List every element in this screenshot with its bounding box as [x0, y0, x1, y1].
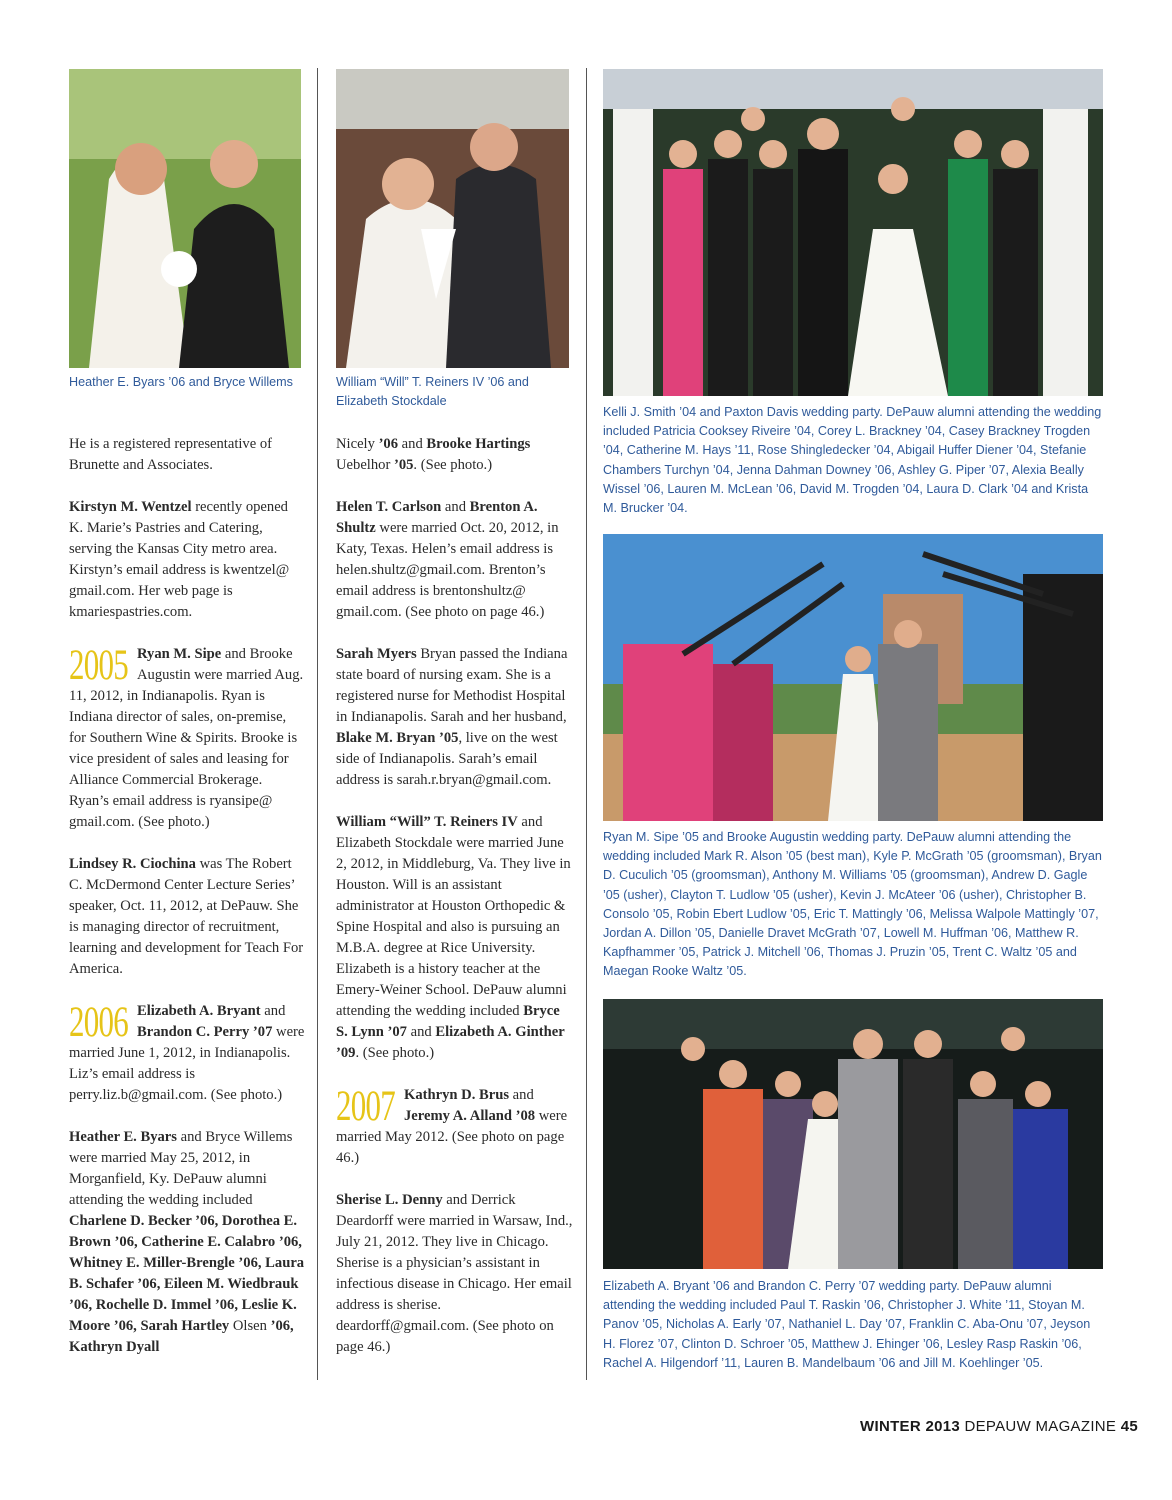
- paragraph-brunette: He is a registered representative of Brunette and Associates.: [69, 436, 273, 473]
- footer-magazine: DEPAUW MAGAZINE: [964, 1418, 1117, 1435]
- paragraph-brus: 2007 Kathryn D. Brus and Jeremy A. Alland ’08 were married May 2012. (See photo on page 46.): [336, 1083, 568, 1166]
- caption-byars: Heather E. Byars ’06 and Bryce Willems: [69, 375, 293, 389]
- photo-reiners-wedding: [336, 69, 569, 368]
- page-number: 45: [1120, 1418, 1138, 1435]
- paragraph-sipe: 2005 Ryan M. Sipe and Brooke Augustin were married Aug. 11, 2012, in Indianapolis. Ryan is Indiana director of sales, on-premise, for Southern Wine & Spirits. Brooke is vice president of sales and leasing for Alliance Commercial Brokerage. Ryan’s email address is ryansipe@ gmail.com. (See photo.): [69, 642, 304, 830]
- paragraph-bryant: 2006 Elizabeth A. Bryant and Brandon C. Perry ’07 were married June 1, 2012, in Indianapolis. Liz’s email address is perry.liz.b@gmail.com. (See photo.): [69, 999, 305, 1103]
- paragraph-carlson: Helen T. Carlson and Brenton A. Shultz were married Oct. 20, 2012, in Katy, Texas. Helen’s email address is helen.shultz@gmail.com. Brenton’s email address is brentonshultz@ gmail.com. (See photo on page 46.): [336, 499, 559, 620]
- year-heading-2006: 2006: [69, 999, 129, 1046]
- paragraph-byars: Heather E. Byars and Bryce Willems were married May 25, 2012, in Morganfield, Ky. DePauw alumni attending the wedding included Charlene D. Becker ’06, Dorothea E. Brown ’06, Catherine E. Calabro ’06, Whitney E. Miller-Brengle ’06, Laura B. Schafer ’06, Eileen M. Wiedbrauk ’06, Rochelle D. Immel ’06, Leslie K. Moore ’06, Sarah Hartley Olsen ’06, Kathryn Dyall: [69, 1129, 305, 1355]
- paragraph-nicely: Nicely ’06 and Brooke Hartings Uebelhor ’05. (See photo.): [336, 436, 531, 473]
- caption-sipe: Ryan M. Sipe ’05 and Brooke Augustin wedding party. DePauw alumni attending the wedding included Mark R. Alson ’05 (best man), Kyle P. McGrath ’05 (groomsman), Bryan D. Cuculich ’05 (groomsman), Anthony M. Williams ’05 (groomsman), Andrew D. Gagle ’05 (usher), Clayton T. Ludlow ’05 (usher), Kevin J. McAteer ’06 (usher), Christopher B. Consolo ’05, Robin Ebert Ludlow ’05, Eric T. Mattingly ’06, Melissa Walpole Mattingly ’07, Jordan A. Dillon ’05, Danielle Dravet McGrath ’07, Lowell M. Huffman ’06, Matthew R. Kapfhammer ’05, Patrick J. Mitchell ’06, Thomas J. Pruzin ’05, Trent C. Waltz ’05 and Maegan Rooke Waltz ’05.: [603, 830, 1102, 979]
- paragraph-denny: Sherise L. Denny and Derrick Deardorff were married in Warsaw, Ind., July 21, 2012. They live in Chicago. Sherise is a physician’s assistant in infectious disease in Chicago. Her email address is sherise. deardorff@gmail.com. (See photo on page 46.): [336, 1192, 573, 1355]
- caption-bryant: Elizabeth A. Bryant ’06 and Brandon C. Perry ’07 wedding party. DePauw alumni attending the wedding included Paul T. Raskin ’06, Christopher J. White ’11, Stoyan M. Panov ’05, Nicholas A. Early ’07, Nathaniel L. Day ’07, Franklin C. Aba-Onu ’07, Jeyson H. Florez ’07, Clinton D. Schroer ’05, Matthew J. Ehinger ’06, Lesley Rasp Raskin ’06, Rachel A. Hilgendorf ’11, Lauren B. Mandelbaum ’06 and Jill M. Koehlinger ’05.: [603, 1279, 1091, 1370]
- photo-sipe-wedding-party: [603, 534, 1103, 821]
- photo-byars-wedding: [69, 69, 301, 368]
- paragraph-ciochina: Lindsey R. Ciochina was The Robert C. McDermond Center Lecture Series’ speaker, Oct. 11, 2012, at DePauw. She is managing director of recruitment, learning and development for Teach For America.: [69, 856, 304, 977]
- year-heading-2005: 2005: [69, 642, 129, 689]
- paragraph-reiners: William “Will” T. Reiners IV and Elizabeth Stockdale were married June 2, 2012, in Middleburg, Va. They live in Houston. Will is an assistant administrator at Houston Orthopedic & Spine Hospital and also is pursuing an M.B.A. degree at Rice University. Elizabeth is a history teacher at the Emery-Weiner School. DePauw alumni attending the wedding included Bryce S. Lynn ’07 and Elizabeth A. Ginther ’09. (See photo.): [336, 814, 571, 1061]
- photo-bryant-wedding-party: [603, 999, 1103, 1269]
- paragraph-wentzel: Kirstyn M. Wentzel recently opened K. Marie’s Pastries and Catering, serving the Kansas City metro area. Kirstyn’s email address is kwentzel@ gmail.com. Her web page is kmariespastries.com.: [69, 499, 290, 620]
- column-rule-right: [586, 68, 587, 1380]
- page-footer: [860, 1418, 1138, 1435]
- footer-season: WINTER 2013: [860, 1418, 961, 1435]
- caption-smith: Kelli J. Smith ’04 and Paxton Davis wedding party. DePauw alumni attending the wedding included Patricia Cooksey Riveire ’04, Corey L. Brackney ’04, Casey Brackney Trogden ’04, Catherine M. Hays ’11, Rose Shingledecker ’04, Abigail Huffer Diener ’04, Stefanie Chambers Turchyn ’04, Jenna Dahman Downey ’06, Ashley G. Piper ’07, Alexia Beally Wissel ’06, Lauren M. McLean ’06, David M. Trogden ’04, Laura D. Clark ’04 and Krista M. Brucker ’04.: [603, 405, 1102, 516]
- text-column-1: [69, 434, 305, 1358]
- text-column-2: [336, 434, 574, 1358]
- caption-reiners: William “Will” T. Reiners IV ’06 and Elizabeth Stockdale: [336, 375, 529, 409]
- column-rule-left: [317, 68, 318, 1380]
- paragraph-myers: Sarah Myers Bryan passed the Indiana state board of nursing exam. She is a registered nurse for Methodist Hospital in Indianapolis. Sarah and her husband, Blake M. Bryan ’05, live on the west side of Indianapolis. Sarah’s email address is sarah.r.bryan@gmail.com.: [336, 646, 568, 788]
- year-heading-2007: 2007: [336, 1083, 396, 1130]
- photo-smith-wedding-party: [603, 69, 1103, 396]
